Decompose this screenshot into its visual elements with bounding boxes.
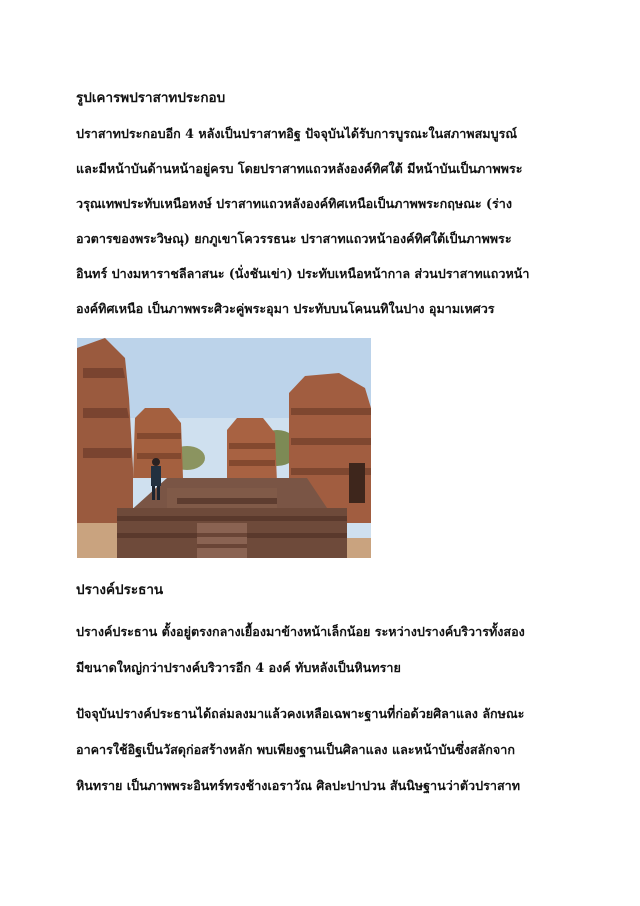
paragraph-line: มีขนาดใหญ่กว่าปรางค์บริวารอีก 4 องค์ ทับหลังเป็นหินทราย	[76, 660, 401, 675]
paragraph-line: วรุณเทพประทับเหนือหงษ์ ปราสาทแถวหลังองค์ทิศเหนือเป็นภาพพระกฤษณะ (ร่าง	[76, 196, 512, 211]
paragraph-line: องค์ทิศเหนือ เป็นภาพพระศิวะคู่พระอุมา ประทับบนโคนนทิในปาง อุมามเหศวร	[76, 301, 495, 316]
paragraph-line: และมีหน้าบันด้านหน้าอยู่ครบ โดยปราสาทแถวหลังองค์ทิศใต้ มีหน้าบันเป็นภาพพระ	[76, 161, 523, 176]
paragraph-line: อินทร์ ปางมหาราชลีลาสนะ (นั่งชันเข่า) ประทับเหนือหน้ากาล ส่วนปราสาทแถวหน้า	[76, 266, 530, 281]
paragraph-line: อาคารใช้อิฐเป็นวัสดุก่อสร้างหลัก พบเพียงฐานเป็นศิลาแลง และหน้าบันซึ่งสลักจาก	[76, 742, 515, 757]
paragraph-line: ปรางค์ประธาน ตั้งอยู่ตรงกลางเยื้องมาข้างหน้าเล็กน้อย ระหว่างปรางค์บริวารทั้งสอง	[76, 624, 525, 639]
temple-photo	[77, 338, 371, 558]
paragraph-line: ปัจจุบันปรางค์ประธานได้ถล่มลงมาแล้วคงเหลือเฉพาะฐานที่ก่อด้วยศิลาแลง ลักษณะ	[76, 706, 525, 721]
paragraph-line: ปราสาทประกอบอีก 4 หลังเป็นปราสาทอิฐ ปัจจุบันได้รับการบูรณะในสภาพสมบูรณ์	[76, 126, 518, 141]
paragraph-line: อวตารของพระวิษณุ) ยกภูเขาโควรรธนะ ปราสาทแถวหน้าองค์ทิศใต้เป็นภาพพระ	[76, 231, 512, 246]
section-heading-main-prang: ปรางค์ประธาน	[76, 582, 164, 598]
section-heading-prasat-prakob: รูปเคารพปราสาทประกอบ	[76, 90, 226, 106]
paragraph-line: หินทราย เป็นภาพพระอินทร์ทรงช้างเอราวัณ ศิลปะปาปวน สันนิษฐานว่าตัวปราสาท	[76, 778, 521, 793]
